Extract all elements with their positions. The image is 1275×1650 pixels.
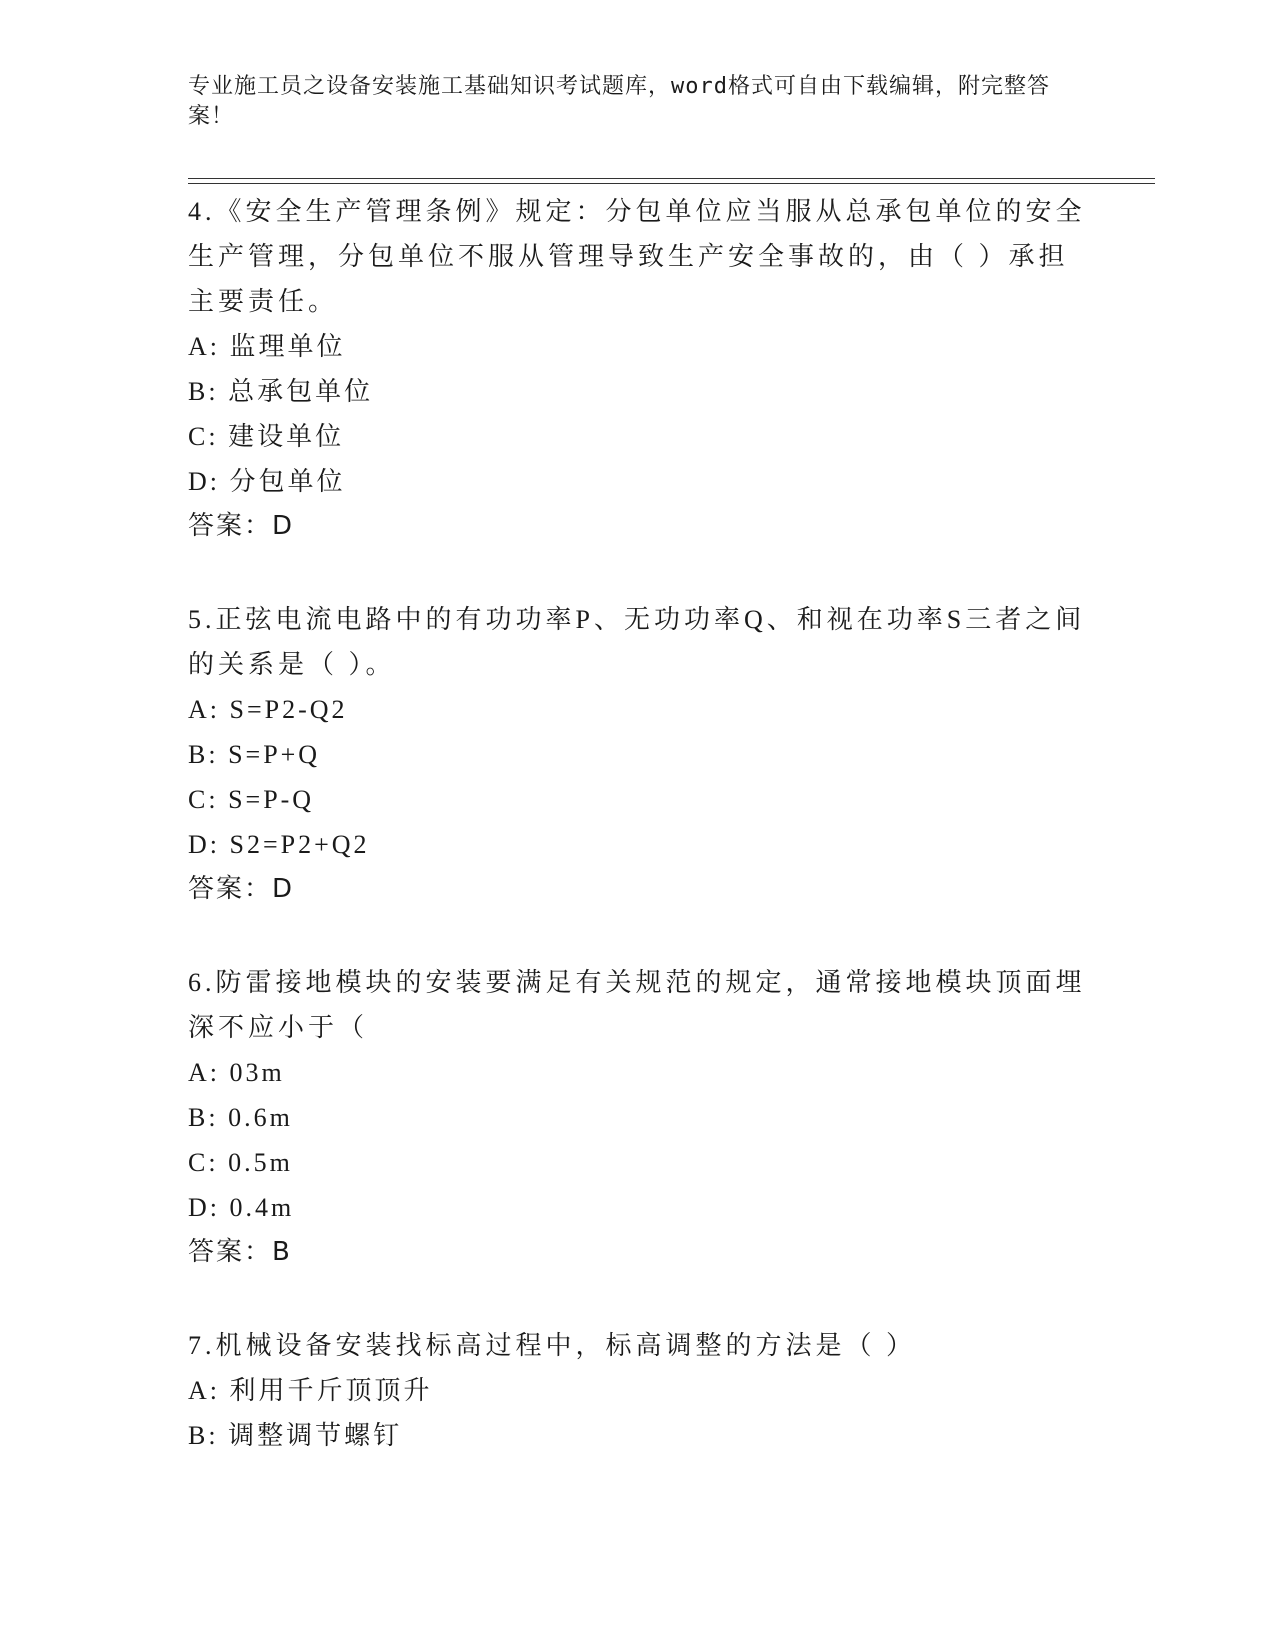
option-a: A: 利用千斤顶顶升 — [188, 1376, 433, 1405]
option-b: B: 调整调节螺钉 — [188, 1421, 403, 1450]
option-d: D: 分包单位 — [188, 467, 346, 496]
option-a: A: S=P2-Q2 — [188, 695, 348, 724]
question-block — [188, 189, 1088, 549]
spacer — [188, 912, 1088, 960]
question-text: 7.机械设备安装找标高过程中，标高调整的方法是（ ） — [188, 1331, 917, 1360]
document-header: 专业施工员之设备安装施工基础知识考试题库，word格式可自由下载编辑，附完整答案！ — [188, 74, 1050, 129]
spacer — [188, 549, 1088, 597]
answer: 答案：D — [188, 874, 295, 904]
option-b: B: 总承包单位 — [188, 377, 374, 406]
question-text: 5.正弦电流电路中的有功功率P、无功功率Q、和视在功率S三者之间的关系是（ ）。 — [188, 605, 1086, 679]
header-divider-top — [188, 178, 1155, 179]
answer: 答案：D — [188, 511, 295, 541]
option-d: D: 0.4m — [188, 1193, 295, 1222]
question-list — [188, 189, 1088, 1458]
question-text: 6.防雷接地模块的安装要满足有关规范的规定，通常接地模块顶面埋深不应小于（ — [188, 968, 1086, 1042]
option-c: C: 建设单位 — [188, 422, 345, 451]
option-d: D: S2=P2+Q2 — [188, 830, 370, 859]
option-c: C: S=P-Q — [188, 785, 315, 814]
question-text: 4.《安全生产管理条例》规定：分包单位应当服从总承包单位的安全生产管理，分包单位不服从管理导致生产安全事故的，由（ ）承担主要责任。 — [188, 197, 1086, 316]
option-a: A: 03m — [188, 1058, 285, 1087]
header-divider-bottom — [188, 183, 1155, 184]
question-block — [188, 960, 1088, 1275]
option-c: C: 0.5m — [188, 1148, 293, 1177]
option-a: A: 监理单位 — [188, 332, 346, 361]
answer: 答案：B — [188, 1237, 292, 1267]
spacer — [188, 1275, 1088, 1323]
option-b: B: S=P+Q — [188, 740, 321, 769]
question-block — [188, 1323, 1088, 1458]
question-block — [188, 597, 1088, 912]
option-b: B: 0.6m — [188, 1103, 293, 1132]
